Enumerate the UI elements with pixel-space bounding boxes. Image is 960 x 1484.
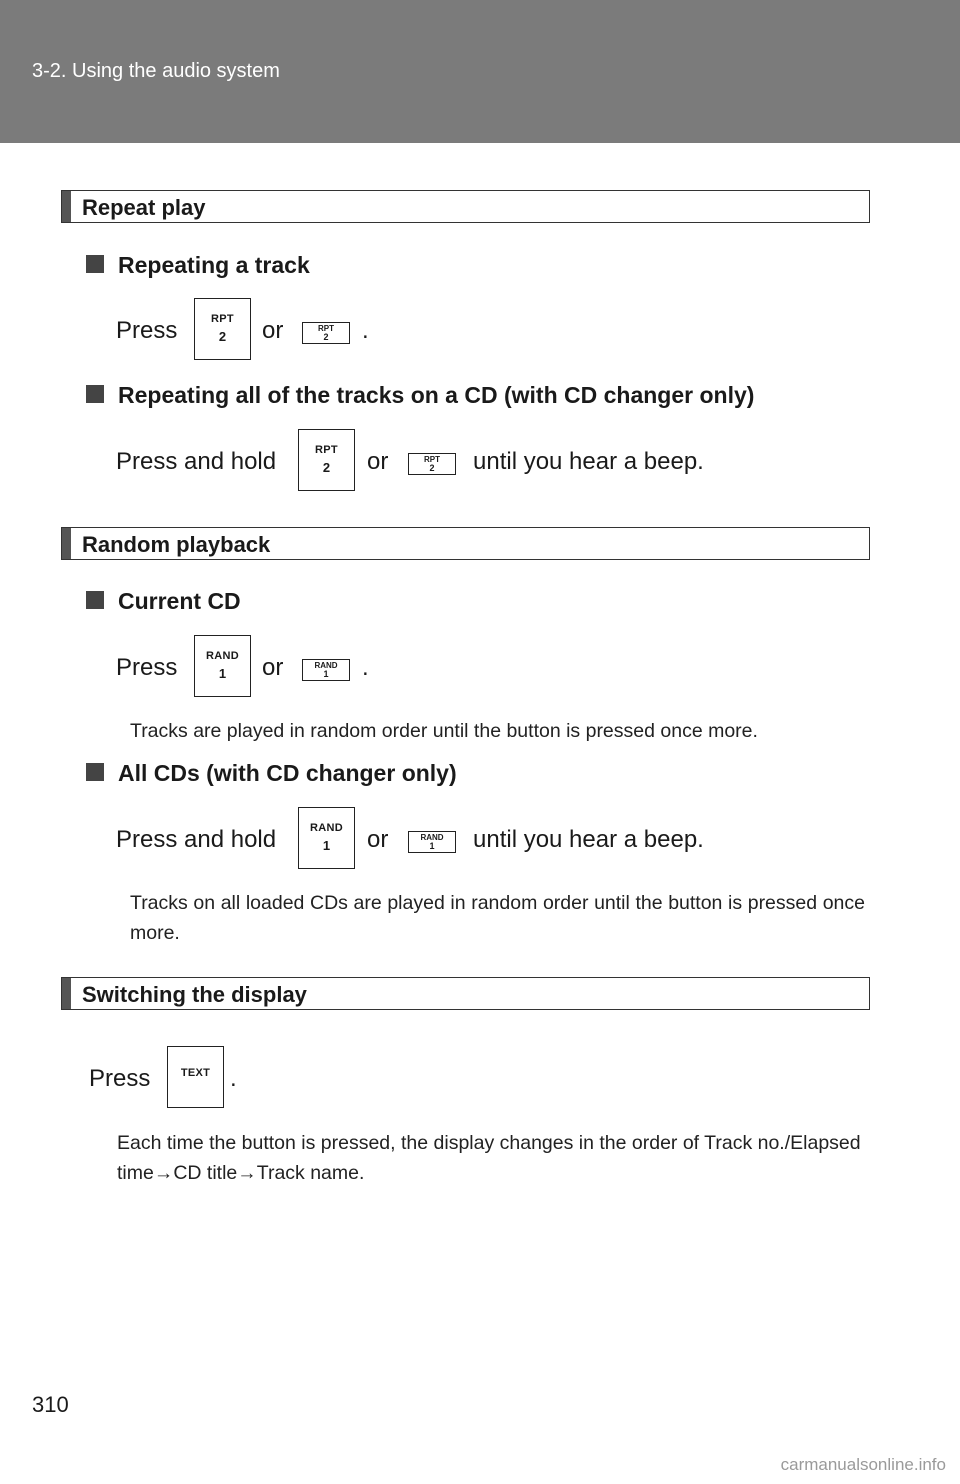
square-bullet-icon	[86, 255, 104, 273]
square-bullet-icon	[86, 591, 104, 609]
press-label: Press	[116, 654, 178, 681]
section-accent	[62, 528, 71, 559]
section-repeat-play	[61, 190, 870, 223]
period: .	[230, 1065, 237, 1092]
page-number: 310	[32, 1392, 69, 1417]
subhead-all-cds: All CDs (with CD changer only)	[86, 760, 457, 787]
note-current-cd: Tracks are played in random order until the button is pressed once more.	[130, 720, 758, 742]
section-title: Switching the display	[82, 982, 307, 1007]
press-label: Press	[89, 1065, 151, 1092]
or-label: or	[262, 317, 284, 344]
press-hold-label: Press and hold	[116, 826, 277, 853]
section-title: Random playback	[82, 532, 271, 557]
rand-1-small-button[interactable]: RAND 1	[302, 659, 350, 681]
until-beep-label: until you hear a beep.	[473, 826, 704, 853]
period: .	[362, 317, 369, 344]
rpt-2-small-button[interactable]: RPT 2	[302, 322, 350, 344]
section-switching-display	[61, 977, 870, 1010]
chapter-title: 3-2. Using the audio system	[32, 60, 280, 82]
press-hold-label: Press and hold	[116, 448, 277, 475]
subhead-current-cd: Current CD	[86, 588, 241, 615]
rand-1-button[interactable]: RAND 1	[194, 635, 251, 697]
press-label: Press	[116, 317, 178, 344]
period: .	[362, 654, 369, 681]
rpt-2-button[interactable]: RPT 2	[194, 298, 251, 360]
section-title: Repeat play	[82, 195, 206, 220]
subhead-repeating-track: Repeating a track	[86, 252, 310, 279]
or-label: or	[262, 654, 284, 681]
square-bullet-icon	[86, 763, 104, 781]
until-beep-label: until you hear a beep.	[473, 448, 704, 475]
page-header	[0, 0, 960, 143]
rpt-2-small-button[interactable]: RPT 2	[408, 453, 456, 475]
rand-1-button[interactable]: RAND 1	[298, 807, 355, 869]
rpt-2-button[interactable]: RPT 2	[298, 429, 355, 491]
or-label: or	[367, 826, 389, 853]
section-accent	[62, 191, 71, 222]
subhead-repeating-all: Repeating all of the tracks on a CD (with CD changer only)	[86, 382, 754, 409]
note-display-order: Each time the button is pressed, the display changes in the order of Track no./Elapsed time→CD title→Track name.	[117, 1132, 861, 1184]
rand-1-small-button[interactable]: RAND 1	[408, 831, 456, 853]
text-button[interactable]: TEXT	[167, 1046, 224, 1108]
square-bullet-icon	[86, 385, 104, 403]
watermark: carmanualsonline.info	[780, 1455, 946, 1474]
section-accent	[62, 978, 71, 1009]
note-all-cds: Tracks on all loaded CDs are played in random order until the button is pressed once more.	[130, 892, 865, 944]
or-label: or	[367, 448, 389, 475]
section-random-playback	[61, 527, 870, 560]
